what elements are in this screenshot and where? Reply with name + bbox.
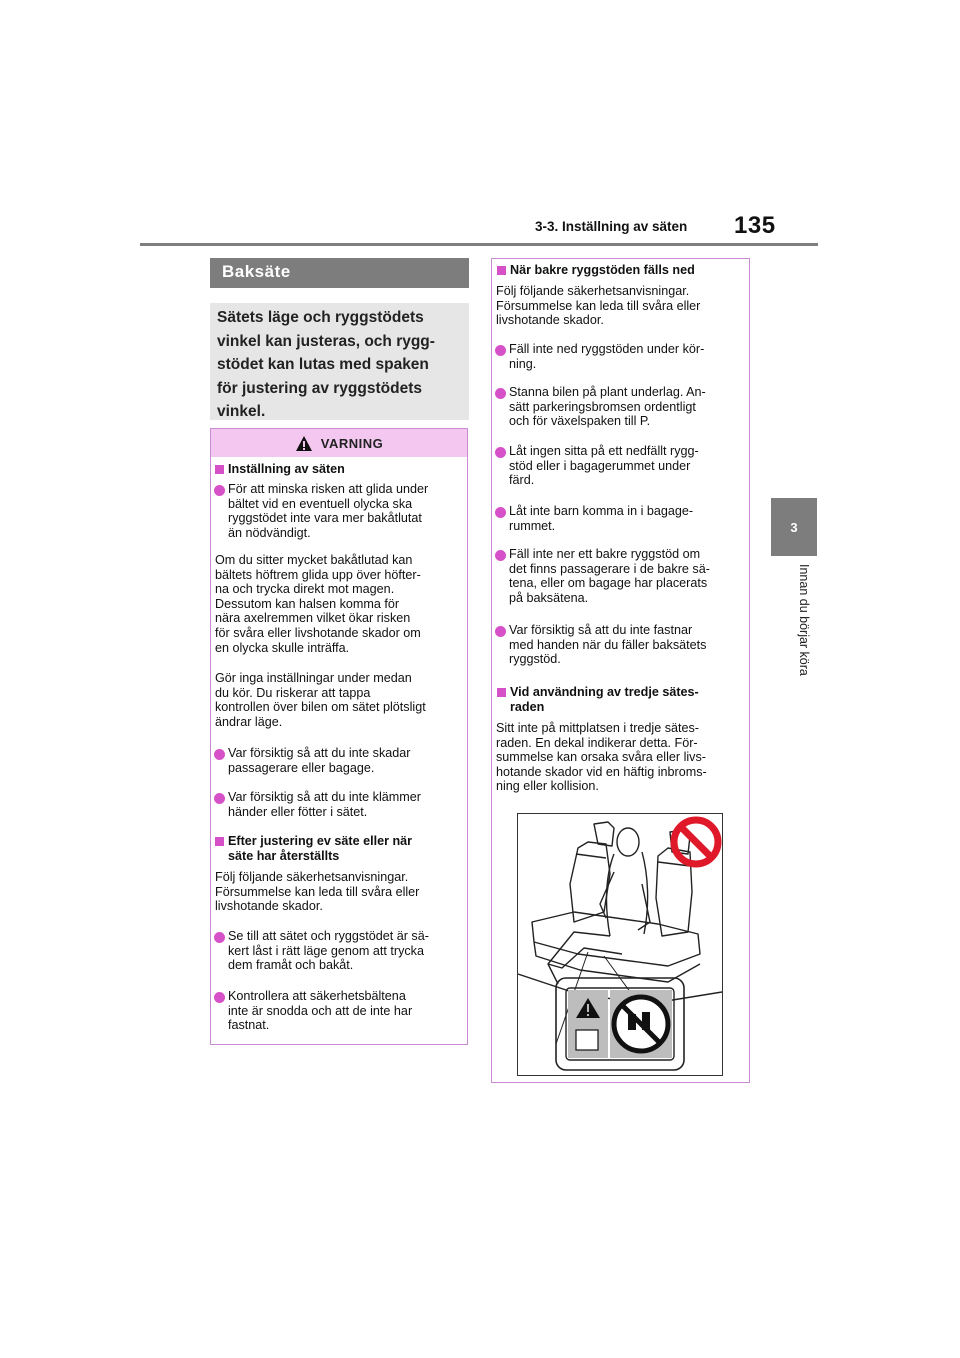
text-line: För att minska risken att glida under <box>228 482 429 496</box>
summary-text <box>217 306 462 424</box>
text-line: ryggstöd. <box>509 652 561 667</box>
heading-title: Baksäte <box>222 262 291 281</box>
warning-label: VARNING <box>320 435 384 451</box>
page-number: 135 <box>734 212 776 239</box>
text-line: rummet. <box>509 518 556 533</box>
text-line: med handen när du fäller baksätets <box>509 637 707 652</box>
text-line: än nödvändigt. <box>228 525 311 540</box>
text-line: kontrollen över bilen om sätet plötsligt <box>215 700 426 715</box>
text-line: Var försiktig så att du inte skadar <box>228 746 411 760</box>
round-bullet-icon <box>495 626 506 637</box>
text-line: passagerare eller bagage. <box>228 760 375 775</box>
subsection-title <box>510 685 746 714</box>
text-line: färd. <box>509 473 535 488</box>
round-bullet-icon <box>495 345 506 356</box>
paragraph <box>215 671 465 729</box>
text-line: livshotande skador. <box>215 899 323 914</box>
subsection-title: När bakre ryggstöden fälls ned <box>510 263 695 277</box>
round-bullet-icon <box>495 447 506 458</box>
warning-triangle-icon <box>295 435 313 452</box>
text-line: Följ följande säkerhetsanvisningar. <box>496 284 690 298</box>
text-line: summelse kan orsaka svåra eller livs- <box>496 750 706 765</box>
prohibition-sign-icon <box>674 820 718 864</box>
subsection-title <box>228 834 464 863</box>
square-bullet-icon <box>497 688 506 697</box>
text-line: Låt inte barn komma in i bagage- <box>509 504 694 518</box>
chapter-number: 3 <box>790 519 798 535</box>
round-bullet-icon <box>214 793 225 804</box>
section-title: 3-3. Inställning av säten <box>535 219 688 234</box>
summary-line: vinkel kan justeras, och rygg- <box>217 332 435 350</box>
text-line: fastnat. <box>228 1018 270 1033</box>
text-line: händer eller fötter i sätet. <box>228 804 368 819</box>
text-line: Var försiktig så att du inte klämmer <box>228 790 421 804</box>
text-line: ändrar läge. <box>215 714 283 729</box>
square-bullet-icon <box>215 837 224 846</box>
bullet-text <box>509 444 745 488</box>
text-line: Försummelse kan leda till svåra eller <box>215 884 420 899</box>
text-line: sätt parkeringsbromsen ordentligt <box>509 399 696 414</box>
summary-line: för justering av ryggstödets <box>217 379 422 397</box>
bullet-text <box>228 746 464 775</box>
text-line: ning eller kollision. <box>496 779 599 794</box>
text-line: Vid användning av tredje sätes- <box>510 685 699 699</box>
bullet-text <box>509 504 745 533</box>
text-line: na och trycka direkt mot magen. <box>215 582 395 597</box>
paragraph <box>496 284 746 328</box>
bullet-text <box>228 482 464 540</box>
bullet-text <box>228 790 464 819</box>
text-line: Sitt inte på mittplatsen i tredje sätes- <box>496 721 699 735</box>
round-bullet-icon <box>495 388 506 399</box>
paragraph <box>215 553 465 655</box>
text-line: bältet vid en eventuell olycka ska <box>228 496 413 511</box>
text-line: nära axelremmen vilket ökar risken <box>215 611 411 626</box>
chapter-tab <box>771 498 817 556</box>
text-line: det finns passagerare i de bakre sä- <box>509 561 710 576</box>
bullet-text <box>228 929 464 973</box>
warning-header <box>211 429 467 457</box>
round-bullet-icon <box>214 992 225 1003</box>
text-line: Låt ingen sitta på ett nedfällt rygg- <box>509 444 699 458</box>
text-line: på baksätena. <box>509 590 589 605</box>
text-line: Se till att sätet och ryggstödet är sä- <box>228 929 429 943</box>
text-line: Försummelse kan leda till svåra eller <box>496 298 701 313</box>
text-line: raden. En dekal indikerar detta. För- <box>496 735 698 750</box>
text-line: Om du sitter mycket bakåtlutad kan <box>215 553 413 567</box>
summary-line: stödet kan lutas med spaken <box>217 356 429 373</box>
seat-illustration <box>517 813 723 1076</box>
round-bullet-icon <box>495 507 506 518</box>
bullet-text <box>509 623 745 667</box>
round-bullet-icon <box>495 550 506 561</box>
third-row-seat-drawing <box>518 814 722 1075</box>
text-line: Var försiktig så att du inte fastnar <box>509 623 693 637</box>
text-line: ning. <box>509 356 537 371</box>
round-bullet-icon <box>214 749 225 760</box>
subsection-title: Inställning av säten <box>228 462 345 476</box>
text-line: ryggstödet inte vara mer bakåtlutat <box>228 511 422 526</box>
text-line: och för växelspaken till P. <box>509 414 651 429</box>
text-line: en olycka skulle inträffa. <box>215 640 350 655</box>
text-line: Dessutom kan halsen komma för <box>215 596 400 611</box>
text-line: inte är snodda och att de inte har <box>228 1003 413 1018</box>
bullet-text <box>509 547 745 605</box>
text-line: hotande skador vid en häftig inbroms- <box>496 764 707 779</box>
text-line: Kontrollera att säkerhetsbältena <box>228 989 406 1003</box>
bullet-text <box>228 989 464 1033</box>
text-line: Gör inga inställningar under medan <box>215 671 412 685</box>
summary-line: vinkel. <box>217 403 266 420</box>
text-line: tena, eller om bagage har placerats <box>509 576 708 591</box>
square-bullet-icon <box>215 465 224 474</box>
chapter-title: Innan du börjar köra <box>797 564 811 676</box>
text-line: Följ följande säkerhetsanvisningar. <box>215 870 409 884</box>
round-bullet-icon <box>214 932 225 943</box>
text-line: Fäll inte ner ett bakre ryggstöd om <box>509 547 701 561</box>
text-line: livshotande skador. <box>496 313 604 328</box>
text-line: Fäll inte ned ryggstöden under kör- <box>509 342 705 356</box>
bullet-text <box>509 342 745 371</box>
text-line: för svåra eller livshotande skador om <box>215 625 421 640</box>
header-rule <box>140 243 818 246</box>
round-bullet-icon <box>214 485 225 496</box>
paragraph <box>496 721 746 794</box>
warning-sticker-icon <box>556 978 684 1070</box>
text-line: dem framåt och bakåt. <box>228 958 354 973</box>
text-line: Efter justering ev säte eller när <box>228 834 413 848</box>
text-line: bältets höftrem glida upp över höfter- <box>215 567 421 582</box>
summary-line: Sätets läge och ryggstödets <box>217 309 424 326</box>
text-line: Stanna bilen på plant underlag. An- <box>509 385 706 399</box>
text-line: stöd eller i bagagerummet under <box>509 458 691 473</box>
square-bullet-icon <box>497 266 506 275</box>
text-line: du kör. Du riskerar att tappa <box>215 685 371 700</box>
paragraph <box>215 870 465 914</box>
text-line: kert låst i rätt läge genom att trycka <box>228 943 424 958</box>
text-line: säte har återställts <box>228 848 340 863</box>
bullet-text <box>509 385 745 429</box>
text-line: raden <box>510 699 545 714</box>
